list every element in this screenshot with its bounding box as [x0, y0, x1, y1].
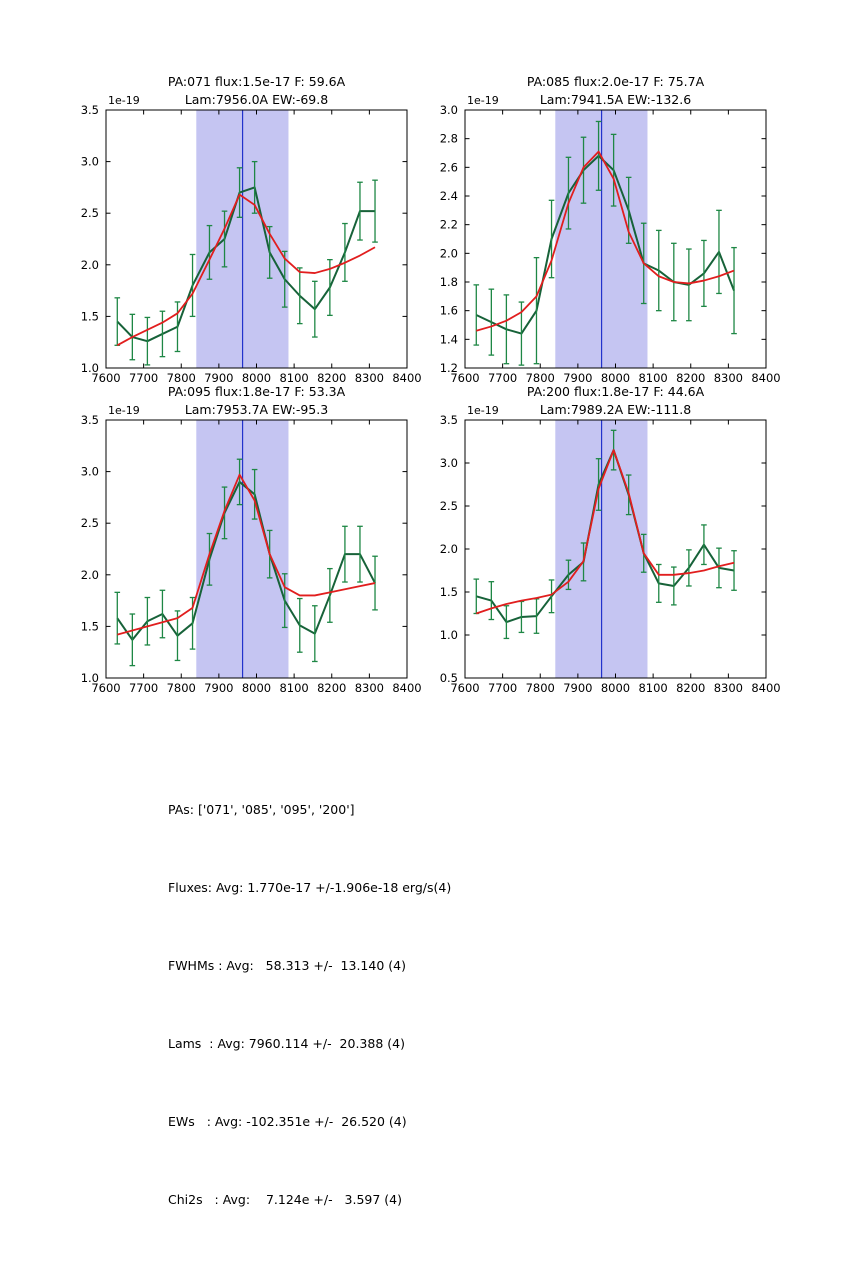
subplot-title-line2: Lam:7989.2A EW:-111.8 [539, 402, 692, 417]
x-tick-label: 7900 [204, 371, 234, 385]
x-tick-label: 8300 [713, 371, 744, 385]
y-tick-label: 2.0 [80, 567, 99, 582]
subplot-title-line1: PA:071 flux:1.5e-17 F: 59.6A [167, 74, 346, 89]
summary-text-block [168, 745, 451, 1265]
y-tick-label: 1.0 [439, 628, 458, 642]
subplot-title-line1: PA:200 flux:1.8e-17 F: 44.6A [526, 384, 705, 399]
y-tick-label: 2.5 [80, 516, 99, 531]
x-tick-label: 8300 [354, 371, 385, 385]
subplot-title-line2: Lam:7956.0A EW:-69.8 [184, 92, 329, 107]
y-axis-offset-label: 1e-19 [467, 404, 499, 417]
x-tick-label: 8100 [279, 371, 309, 385]
x-tick-label: 8000 [600, 371, 631, 385]
y-tick-label: 3.5 [80, 103, 99, 117]
y-tick-label: 2.8 [439, 131, 458, 146]
x-tick-label: 7600 [91, 681, 121, 695]
x-tick-label: 8300 [354, 681, 385, 695]
subplot-pa200 [395, 368, 781, 718]
y-tick-label: 1.5 [80, 619, 99, 634]
x-tick-label: 7700 [487, 371, 518, 385]
y-tick-label: 2.0 [80, 257, 99, 272]
x-tick-label: 8400 [751, 681, 781, 695]
summary-line-fluxes: Fluxes: Avg: 1.770e-17 +/-1.906e-18 erg/s(4) [168, 880, 452, 895]
y-tick-label: 2.2 [439, 217, 458, 232]
x-tick-label: 8100 [279, 681, 309, 695]
y-axis-offset-label: 1e-19 [108, 404, 140, 417]
x-tick-label: 7800 [166, 681, 196, 695]
x-tick-label: 7700 [487, 681, 518, 695]
y-tick-label: 2.5 [439, 499, 458, 513]
y-tick-label: 2.4 [439, 189, 458, 203]
x-tick-label: 7800 [525, 371, 555, 385]
y-tick-label: 2.0 [439, 246, 458, 261]
x-tick-label: 7900 [563, 371, 593, 385]
summary-line-lams: Lams : Avg: 7960.114 +/- 20.388 (4) [168, 1036, 405, 1051]
subplot-title-line2: Lam:7941.5A EW:-132.6 [539, 92, 692, 107]
x-tick-label: 8100 [638, 371, 668, 385]
y-tick-label: 3.5 [80, 413, 99, 427]
subplot-title-line1: PA:095 flux:1.8e-17 F: 53.3A [167, 384, 346, 399]
subplot-pa071 [36, 58, 422, 408]
y-tick-label: 1.6 [439, 303, 458, 318]
summary-line-ews: EWs : Avg: -102.351e +/- 26.520 (4) [168, 1114, 407, 1129]
x-tick-label: 8200 [676, 371, 706, 385]
subplot-pa085 [395, 58, 781, 408]
summary-line-fwhms: FWHMs : Avg: 58.313 +/- 13.140 (4) [168, 958, 406, 973]
x-tick-label: 8200 [317, 681, 347, 695]
summary-line-pas: PAs: ['071', '085', '095', '200'] [168, 802, 355, 817]
y-axis-offset-label: 1e-19 [467, 94, 499, 107]
x-tick-label: 8100 [638, 681, 668, 695]
x-tick-label: 7800 [525, 681, 555, 695]
y-tick-label: 3.5 [439, 413, 458, 427]
x-tick-label: 8000 [241, 681, 272, 695]
x-tick-label: 8400 [392, 681, 422, 695]
y-tick-label: 1.5 [80, 309, 99, 324]
x-tick-label: 7700 [128, 371, 159, 385]
x-tick-label: 8000 [241, 371, 272, 385]
x-tick-label: 7700 [128, 681, 159, 695]
y-tick-label: 1.4 [439, 332, 458, 347]
subplot-pa095 [36, 368, 422, 718]
y-tick-label: 2.6 [439, 160, 458, 175]
x-tick-label: 7900 [563, 681, 593, 695]
y-tick-label: 1.5 [439, 585, 458, 599]
subplot-title-line2: Lam:7953.7A EW:-95.3 [184, 402, 329, 417]
y-tick-label: 3.0 [439, 456, 458, 470]
y-tick-label: 3.0 [80, 464, 99, 479]
y-tick-label: 1.8 [439, 275, 458, 289]
y-tick-label: 0.5 [439, 671, 458, 685]
x-tick-label: 7800 [166, 371, 196, 385]
x-tick-label: 8400 [751, 371, 781, 385]
y-axis-offset-label: 1e-19 [108, 94, 140, 107]
x-tick-label: 8000 [600, 681, 631, 695]
x-tick-label: 7600 [450, 371, 480, 385]
y-tick-label: 1.0 [80, 361, 99, 375]
y-tick-label: 3.0 [80, 154, 99, 169]
x-tick-label: 8200 [676, 681, 706, 695]
x-tick-label: 8200 [317, 371, 347, 385]
subplot-title-line1: PA:085 flux:2.0e-17 F: 75.7A [526, 74, 705, 89]
x-tick-label: 7600 [91, 371, 121, 385]
x-tick-label: 7900 [204, 681, 234, 695]
summary-line-chi2s: Chi2s : Avg: 7.124e +/- 3.597 (4) [168, 1192, 402, 1207]
y-tick-label: 2.5 [80, 206, 99, 221]
y-tick-label: 1.0 [80, 671, 99, 685]
y-tick-label: 1.2 [439, 361, 458, 375]
y-tick-label: 3.0 [439, 103, 458, 117]
y-tick-label: 2.0 [439, 542, 458, 556]
x-tick-label: 8300 [713, 681, 744, 695]
x-tick-label: 7600 [450, 681, 480, 695]
x-tick-label: 8400 [392, 371, 422, 385]
